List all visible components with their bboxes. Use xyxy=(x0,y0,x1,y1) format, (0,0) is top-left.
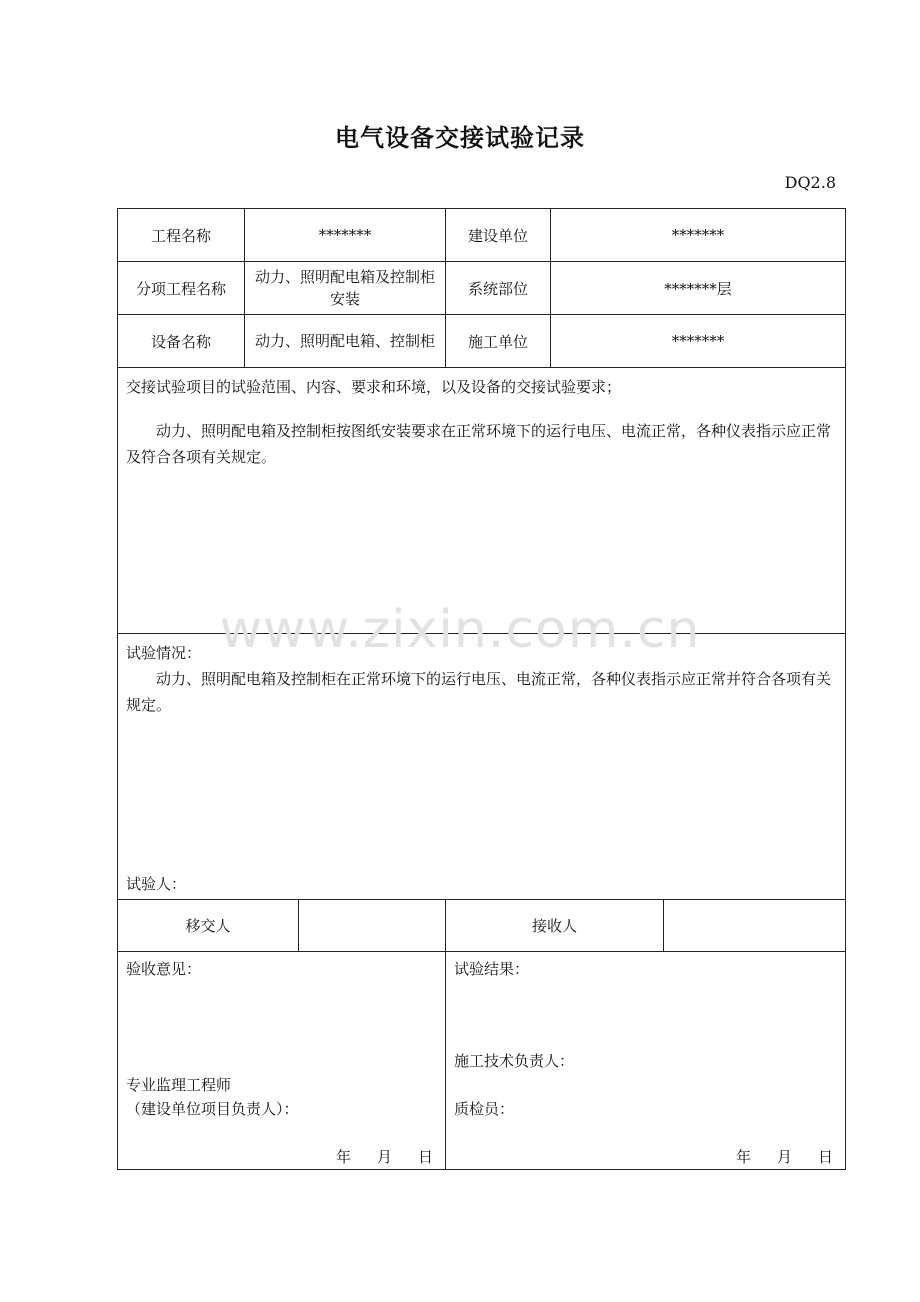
sub-project-value: 动力、照明配电箱及控制柜安装 xyxy=(254,268,435,308)
tester-label: 试验人： xyxy=(126,875,187,893)
tech-lead-label: 施工技术负责人： xyxy=(454,1052,575,1070)
acceptance-heading: 验收意见： xyxy=(126,960,202,978)
day-label: 日 xyxy=(417,1148,433,1166)
equipment-label: 设备名称 xyxy=(118,315,245,368)
requirements-body: 动力、照明配电箱及控制柜按图纸安装要求在正常环境下的运行电压、电流正常，各种仪表指示应正常及符合各项有关规定。 xyxy=(126,422,832,466)
requirements-cell xyxy=(118,368,846,634)
project-name-label: 工程名称 xyxy=(118,209,245,262)
engineer-line1: 专业监理工程师 xyxy=(126,1076,232,1094)
contractor-value: ******* xyxy=(551,315,846,368)
year-label: 年 xyxy=(335,1148,351,1166)
inspector-label: 质检员： xyxy=(454,1100,515,1118)
month-label: 月 xyxy=(776,1148,792,1166)
result-cell xyxy=(446,952,846,1170)
engineer-line2: （建设单位项目负责人）： xyxy=(126,1100,299,1118)
builder-label: 建设单位 xyxy=(446,209,551,262)
table-row xyxy=(118,262,846,315)
project-name-value: ******* xyxy=(245,209,446,262)
record-table xyxy=(117,208,846,1170)
requirements-heading: 交接试验项目的试验范围、内容、要求和环境，以及设备的交接试验要求； xyxy=(126,378,622,396)
year-label: 年 xyxy=(735,1148,751,1166)
acceptance-cell xyxy=(118,952,446,1170)
page-title: 电气设备交接试验记录 xyxy=(335,124,585,152)
builder-value: ******* xyxy=(551,209,846,262)
transfer-label: 移交人 xyxy=(118,900,299,952)
result-heading: 试验结果： xyxy=(454,960,530,978)
handover-row xyxy=(118,900,846,952)
contractor-label: 施工单位 xyxy=(446,315,551,368)
system-part-label: 系统部位 xyxy=(446,262,551,315)
requirements-row xyxy=(118,368,846,634)
table-row xyxy=(118,315,846,368)
sub-project-label: 分项工程名称 xyxy=(118,262,245,315)
system-part-value: *******层 xyxy=(551,262,846,315)
test-body: 动力、照明配电箱及控制柜在正常环境下的运行电压、电流正常，各种仪表指示应正常并符合各项有关规定。 xyxy=(126,670,832,714)
receiver-signature xyxy=(664,900,846,952)
watermark: www.zixin.com.cn xyxy=(219,600,701,660)
test-cell xyxy=(118,634,846,900)
transfer-signature xyxy=(299,900,446,952)
month-label: 月 xyxy=(376,1148,392,1166)
receiver-label: 接收人 xyxy=(446,900,664,952)
acceptance-date xyxy=(310,1146,433,1167)
document-code: DQ2.8 xyxy=(784,173,836,192)
table-row xyxy=(118,209,846,262)
day-label: 日 xyxy=(817,1148,833,1166)
result-date xyxy=(710,1146,833,1167)
test-heading: 试验情况： xyxy=(126,644,202,662)
test-row xyxy=(118,634,846,900)
sign-row xyxy=(118,952,846,1170)
equipment-value: 动力、照明配电箱、控制柜 xyxy=(254,332,435,350)
